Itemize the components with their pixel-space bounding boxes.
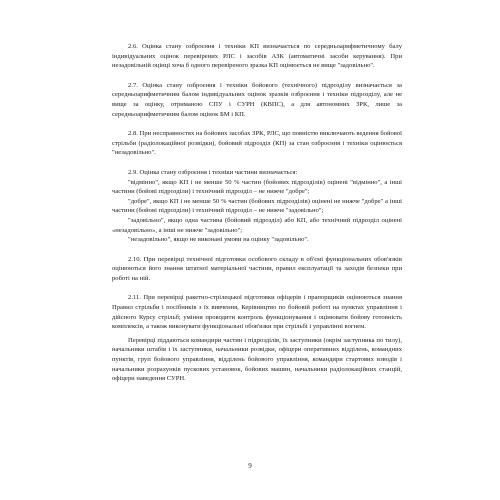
paragraph-2-7: 2.7. Оцінка стану озброєння і техніки бойового (технічного) підрозділу визначається за середньоарифметичним балом індивідуальних оцінок зразків озброєння і техніки підрозділу, але не вище за оцінку, отриманою СПУ і СУРН (КВПС), а для автономних ЗРК, лише за середньоарифметичним балом оцінок БМ і КП. <box>112 81 402 118</box>
paragraph-2-9-excellent: "відмінно", якщо КП і не менше 50 % частин (бойових підрозділів) оцінені "відмінно", а інші частини (бойові підрозділи) і технічний підрозділ – не нижче "добре"; <box>112 178 402 196</box>
paragraph-2-8: 2.8. При несправностях на бойових засобах ЗРК, РЛС, що повністю виключають ведення бойової стрільби (радіолокаційної розвідки), бойовий підрозділ (КП) за стан озброєння і техніки оцінюється "незадовільно". <box>112 130 402 157</box>
page-body <box>112 42 402 384</box>
page-number: 9 <box>248 462 252 470</box>
paragraph-2-9-intro: 2.9. Оцінка стану озброєння і техніки частини визначається: <box>128 168 298 176</box>
paragraph-2-11-subjects: Перевірці піддаються командири частин і підрозділів, їх заступники (окрім заступника по тилу), начальники штабів і їх заступники, начальники розвідки, офіцери оперативних відділень, командних пунктів, груп бойового управління, відділень бойового управління, командири стартових взводів і начальники розрахунків пускових установок, бойових машин, начальники радіолокаційних станцій, офіцери наведення СУРН. <box>112 336 402 383</box>
paragraph-2-9-good: "добре", якщо КП і не менше 50 % частин (бойових підрозділів) оцінені не нижче "добре" а інші частини (бойові підрозділи) і технічний підрозділ – не нижче "задовільно"; <box>112 197 402 215</box>
paragraph-2-11: 2.11. При перевірці ракетно-стрілецької підготовки офіцерів і прапорщиків оцінюються знання Правил стрільби і посібників з їх вивчення, Керівництво по бойовій роботі на пунктах управління і дійсного Курсу стрільб; уміння проводити контроль функціонування і оцінювати бойову готовність комплексів, а також виконувати функціональні обов'язки при стрільбі і управлінні вогнем. <box>112 294 402 331</box>
paragraph-2-9-unsatisfactory: "незадовільно", якщо не виконані умови на оцінку "задовільно". <box>128 236 309 244</box>
paragraph-2-10: 2.10. При перевірці технічної підготовки особового складу в об'ємі функціональних обов'язків оцінюються його знання штатної матеріальної частини, правил експлуатації та заходів безпеки при роботі на ній. <box>112 255 402 282</box>
paragraph-2-6: 2.6. Оцінка стану озброєння і техніки КП визначається по середньоарифметичному балу індивідуальних оцінок перевірених РЛС і засобів АЗК (автоматичні засоби керування). При незадовільній оцінці хоча б одного перевіреного зразка КП оцінюється не вище "задовільно". <box>112 43 402 70</box>
paragraph-2-9-satisfactory: "задовільно", якщо одна частина (бойовий підрозділ) або КП, або технічний підрозділ оцінені «незадовільно», а інші не нижче "задовільно"; <box>112 216 402 234</box>
